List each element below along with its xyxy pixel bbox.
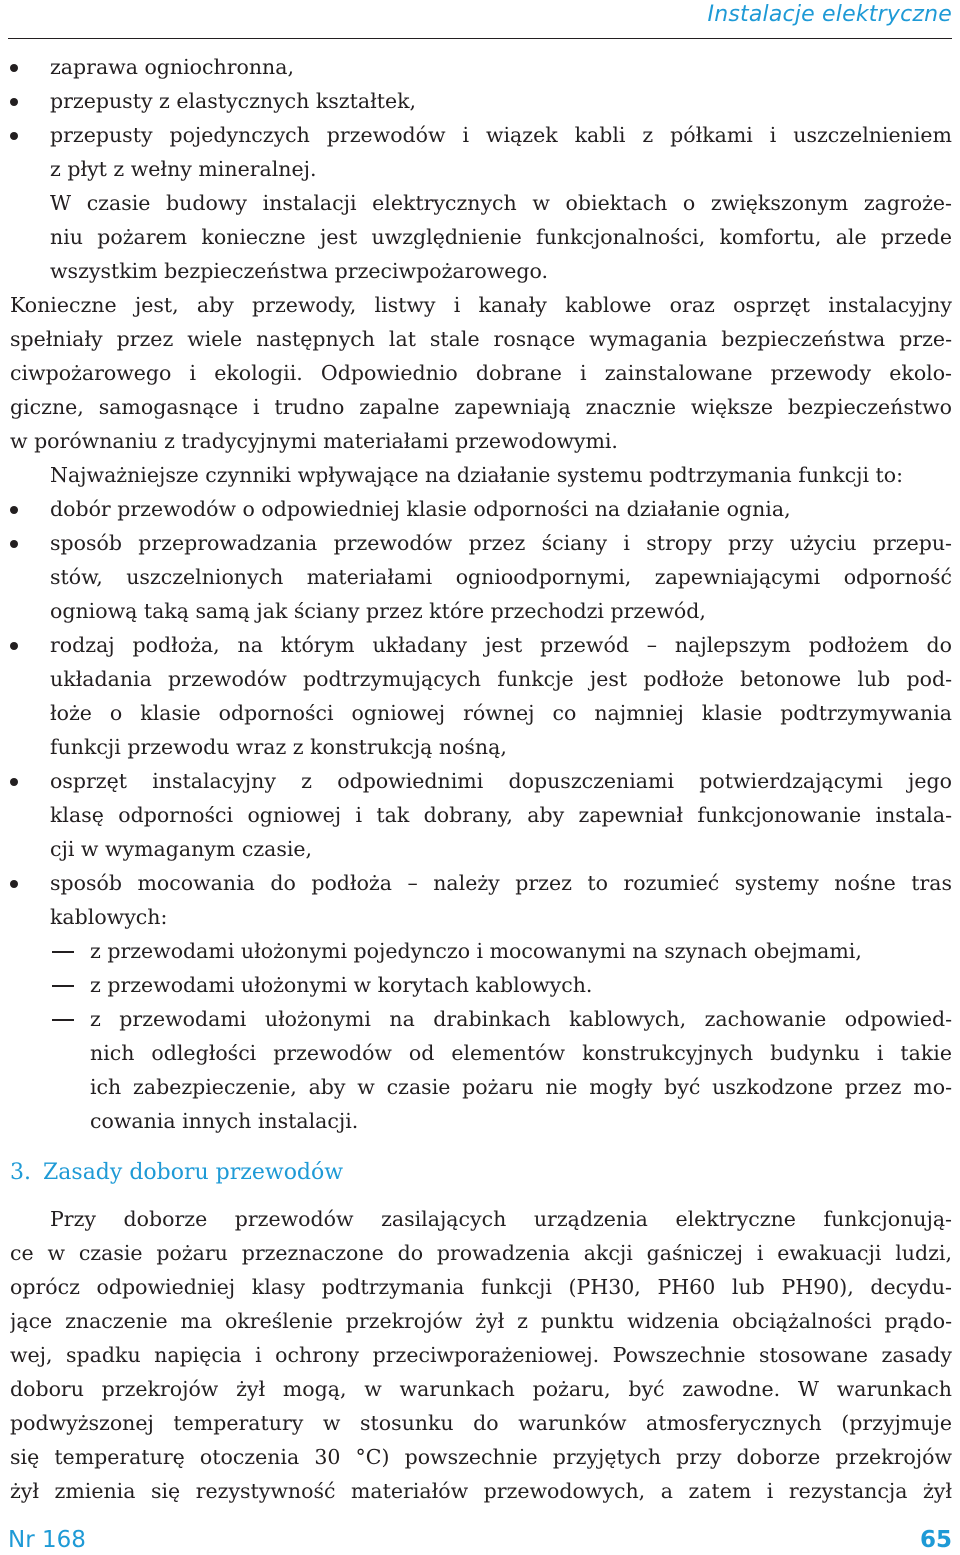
text-line: dobór przewodów o odpowiedniej klasie odporności na działanie ognia, [50, 497, 791, 521]
text-line: klasę odporności ogniowej i tak dobrany, aby zapewniał funkcjonowanie instala- [50, 803, 952, 827]
section-heading [10, 1160, 343, 1185]
text-line: doboru przekrojów żył mogą, w warunkach pożaru, być zawodne. W warunkach [10, 1377, 952, 1401]
text-line: nich odległości przewodów od elementów konstrukcyjnych budynku i takie [90, 1041, 952, 1065]
text-line: się temperaturę otoczenia 30 °C) powszechnie przyjętych przy doborze przekrojów [10, 1445, 952, 1469]
text-line: osprzęt instalacyjny z odpowiednimi dopuszczeniami potwierdzającymi jego [50, 769, 952, 793]
text-line: z przewodami ułożonymi w korytach kablowych. [90, 973, 593, 997]
text-line: przepusty pojedynczych przewodów i wiązek kabli z półkami i uszczelnieniem [50, 123, 952, 147]
text-line: cji w wymaganym czasie, [50, 837, 313, 861]
bullet-item [10, 118, 952, 186]
bullet-icon [10, 98, 18, 106]
text-line: kablowych: [50, 905, 168, 929]
text-line: giczne, samogasnące i trudno zapalne zapewniają znacznie większe bezpieczeństwo [10, 395, 952, 419]
text-line: jące znaczenie ma określenie przekrojów żył z punktu widzenia obciążalności prądo- [10, 1309, 952, 1333]
text-line: z przewodami ułożonymi pojedynczo i mocowanymi na szynach obejmami, [90, 939, 862, 963]
dash-item [10, 934, 952, 968]
page-number: 65 [919, 1527, 952, 1553]
text-line: funkcji przewodu wraz z konstrukcją nośną, [50, 735, 507, 759]
bullet-icon [10, 132, 18, 140]
dash-icon [52, 951, 74, 953]
bullet-item [10, 526, 952, 628]
bullet-icon [10, 642, 18, 650]
text-line: w porównaniu z tradycyjnymi materiałami przewodowymi. [10, 429, 618, 453]
body-text [10, 50, 952, 1138]
bullet-item [10, 764, 952, 866]
dash-item [10, 1002, 952, 1138]
text-line: wszystkim bezpieczeństwa przeciwpożarowego. [50, 259, 549, 283]
bullet-item [10, 628, 952, 764]
text-line: spełniały przez wiele następnych lat stale rosnące wymagania bezpieczeństwa prze- [10, 327, 952, 351]
bullet-icon [10, 778, 18, 786]
bullet-item [10, 50, 952, 84]
paragraph [10, 1202, 952, 1508]
section-number: 3. [10, 1160, 31, 1185]
bullet-icon [10, 64, 18, 72]
text-line: ciwpożarowego i ekologii. Odpowiednio dobrane i zainstalowane przewody ekolo- [10, 361, 952, 385]
text-line: wej, spadku napięcia i ochrony przeciwporażeniowej. Powszechnie stosowane zasady [10, 1343, 952, 1367]
text-line: żył zmienia się rezystywność materiałów przewodowych, a zatem i rezystancja żył [10, 1479, 952, 1503]
text-line: ogniową taką samą jak ściany przez które przechodzi przewód, [50, 599, 706, 623]
bullet-icon [10, 506, 18, 514]
section-title: Zasady doboru przewodów [43, 1160, 344, 1185]
text-line: oprócz odpowiedniej klasy podtrzymania funkcji (PH30, PH60 lub PH90), decydu- [10, 1275, 952, 1299]
paragraph [10, 186, 952, 288]
text-line: W czasie budowy instalacji elektrycznych w obiektach o zwiększonym zagroże- [50, 191, 952, 215]
text-line: z przewodami ułożonymi na drabinkach kablowych, zachowanie odpowied- [90, 1007, 952, 1031]
text-line: przepusty z elastycznych kształtek, [50, 89, 417, 113]
bullet-icon [10, 540, 18, 548]
text-line: ce w czasie pożaru przeznaczone do prowadzenia akcji gaśniczej i ewakuacji ludzi, [10, 1241, 952, 1265]
text-line: niu pożarem konieczne jest uwzględnienie funkcjonalności, komfortu, ale przede [50, 225, 952, 249]
paragraph [10, 288, 952, 458]
section-body [10, 1202, 952, 1508]
text-line: podwyższonej temperatury w stosunku do warunków atmosferycznych (przyjmuje [10, 1411, 952, 1435]
text-line: zaprawa ogniochronna, [50, 55, 294, 79]
text-line: Najważniejsze czynniki wpływające na działanie systemu podtrzymania funkcji to: [50, 463, 904, 487]
bullet-item [10, 866, 952, 934]
text-line: rodzaj podłoża, na którym układany jest przewód – najlepszym podłożem do [50, 633, 952, 657]
text-line: z płyt z wełny mineralnej. [50, 157, 317, 181]
text-line: stów, uszczelnionych materiałami ognioodpornymi, zapewniającymi odporność [50, 565, 952, 589]
text-line: cowania innych instalacji. [90, 1109, 359, 1133]
text-line: Konieczne jest, aby przewody, listwy i kanały kablowe oraz osprzęt instalacyjny [10, 293, 952, 317]
text-line: ich zabezpieczenie, aby w czasie pożaru nie mogły być uszkodzone przez mo- [90, 1075, 952, 1099]
text-line: układania przewodów podtrzymujących funkcje jest podłoże betonowe lub pod- [50, 667, 952, 691]
text-line: łoże o klasie odporności ogniowej równej co najmniej klasie podtrzymywania [50, 701, 952, 725]
text-line: sposób mocowania do podłoża – należy przez to rozumieć systemy nośne tras [50, 871, 952, 895]
dash-item [10, 968, 952, 1002]
dash-icon [52, 1019, 74, 1021]
bullet-item [10, 84, 952, 118]
header-divider [8, 38, 952, 39]
bullet-icon [10, 880, 18, 888]
paragraph [10, 458, 952, 492]
text-line: sposób przeprowadzania przewodów przez ściany i stropy przy użyciu przepu- [50, 531, 952, 555]
issue-number: Nr 168 [8, 1527, 86, 1553]
text-line: Przy doborze przewodów zasilających urządzenia elektryczne funkcjonują- [50, 1207, 952, 1231]
dash-icon [52, 985, 74, 987]
bullet-item [10, 492, 952, 526]
running-header-title: Instalacje elektryczne [707, 2, 952, 27]
